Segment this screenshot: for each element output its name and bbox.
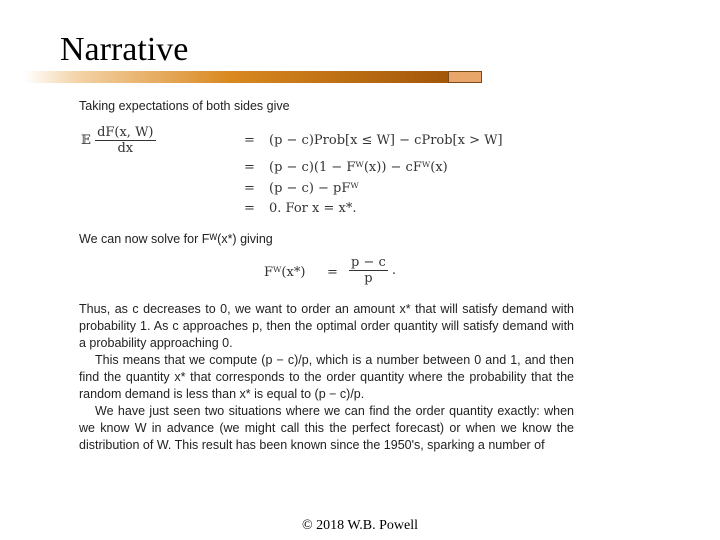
derivative-numerator: dF(x, W): [97, 125, 154, 140]
equation-row-1-rhs: (p − c)Prob[x ≤ W] − cProb[x > W]: [269, 133, 503, 148]
equation-lhs: [81, 125, 156, 156]
intro-text: Taking expectations of both sides give: [79, 99, 290, 113]
narrative-paragraphs: [79, 301, 574, 454]
equation-row-3-rhs: (p − c) − pFᵂ: [269, 181, 359, 196]
copyright-footer: © 2018 W.B. Powell: [301, 518, 419, 533]
paragraph-2: This means that we compute (p − c)/p, which is a number between 0 and 1, and then find the quantity x* that corresponds to the order quantity where the probability that the random demand is less than x* is equal to (p − c)/p.: [79, 353, 574, 401]
cdf-denominator: p: [364, 271, 373, 286]
title-bar-end-box: [448, 71, 482, 83]
derivative-fraction: [95, 125, 155, 156]
cdf-rel: =: [327, 265, 338, 280]
paragraph-1: Thus, as c decreases to 0, we want to order an amount x* that will satisfy demand with probability 1. As c approaches p, then the optimal order quantity will satisfy demand with a probability approaching 0.: [79, 302, 574, 350]
cdf-lhs: Fᵂ(x*): [264, 265, 306, 280]
derivative-denominator: dx: [117, 141, 134, 156]
equation-row-4-rel: =: [244, 201, 255, 216]
equation-row-2-rhs: (p − c)(1 − Fᵂ(x)) − cFᵂ(x): [269, 160, 448, 175]
expectation-symbol: 𝔼: [81, 133, 91, 148]
equation-row-4-rhs: 0. For x = x*.: [269, 201, 357, 216]
equation-row-2-rel: =: [244, 160, 255, 175]
solve-text: We can now solve for Fᵂ(x*) giving: [79, 232, 273, 246]
slide-title: Narrative: [60, 31, 189, 68]
equation-row-3-rel: =: [244, 181, 255, 196]
equation-row-1-rel: =: [244, 133, 255, 148]
cdf-numerator: p − c: [351, 255, 386, 270]
title-underline-bar: [24, 71, 482, 83]
paragraph-3: We have just seen two situations where we can find the order quantity exactly: when we know W in advance (we might call this the perfect forecast) or when we know the distribution of W. This result has been known since the 1950's, sparking a number of: [79, 404, 574, 452]
cdf-fraction: [349, 255, 396, 286]
cdf-period: .: [391, 263, 397, 278]
